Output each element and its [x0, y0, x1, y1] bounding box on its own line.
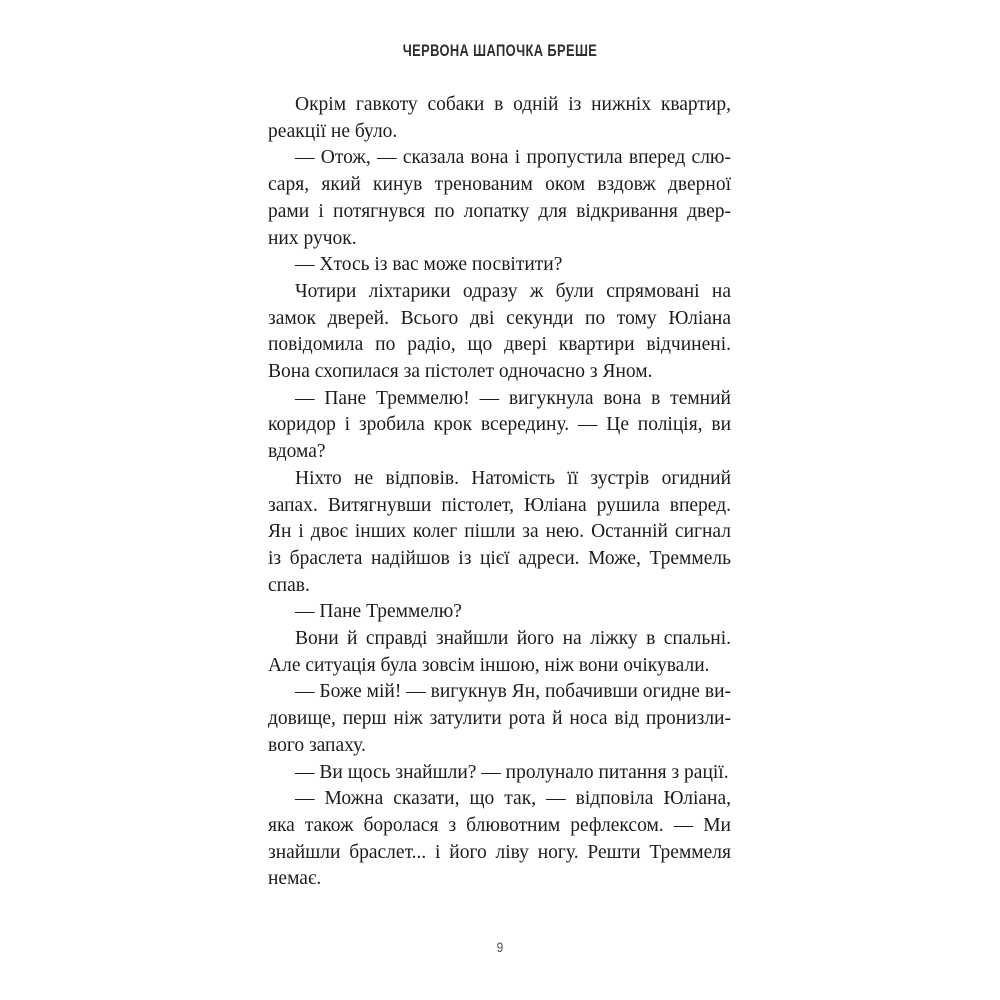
text-line: замок дверей. Всього дві секунди по тому Юліана — [268, 307, 731, 329]
paragraph — [268, 92, 731, 145]
text-line: саря, який кинув тренованим оком вздовж дверної — [268, 174, 731, 196]
text-line: Вона схопилася за пістолет одночасно з Яном. — [268, 361, 653, 383]
text-line: — Пане Треммелю! — вигукнула вона в темний — [295, 387, 731, 409]
paragraph — [268, 252, 731, 279]
text-line: Але ситуація була зовсім іншою, ніж вони очікували. — [268, 654, 710, 676]
page-number: 9 — [496, 939, 504, 955]
text-line: — Ви щось знайшли? — пролунало питання з рації. — [295, 761, 729, 783]
text-line: Ян і двоє інших колег пішли за нею. Останній сигнал — [268, 521, 731, 543]
body-text — [268, 92, 731, 893]
text-line: запах. Витягнувши пістолет, Юліана рушила вперед. — [268, 494, 731, 516]
paragraph — [268, 599, 731, 626]
text-line: — Пане Треммелю? — [295, 601, 462, 623]
text-line: — Можна сказати, що так, — відповіла Юліана, — [295, 788, 731, 810]
text-line: вдома? — [268, 441, 326, 463]
paragraph — [268, 279, 731, 386]
text-line: повідомила по радіо, що двері квартири відчинені. — [268, 334, 731, 356]
text-line: яка також боролася з блювотним рефлексом. — Ми — [268, 814, 731, 836]
text-line: із браслета надійшов із цієї адреси. Може, Треммель — [268, 547, 731, 569]
paragraph — [268, 466, 731, 600]
text-line: — Отож, — сказала вона і пропустила вперед слю- — [295, 147, 731, 169]
text-line: вого запаху. — [268, 734, 366, 756]
paragraph — [268, 386, 731, 466]
text-line: довище, перш ніж затулити рота й носа від пронизли- — [268, 708, 731, 730]
text-line: Ніхто не відповів. Натомість її зустрів огидний — [295, 467, 731, 489]
paragraph — [268, 145, 731, 252]
text-line: Вони й справді знайшли його на ліжку в спальні. — [295, 628, 731, 650]
text-line: знайшли браслет... і його ліву ногу. Решти Треммеля — [268, 841, 731, 863]
text-line: — Хтось із вас може посвітити? — [295, 254, 563, 276]
running-header: ЧЕРВОНА ШАПОЧКА БРЕШЕ — [402, 42, 598, 60]
text-line: них ручок. — [268, 227, 357, 249]
text-line: коридор і зробила крок всередину. — Це поліція, ви — [268, 414, 731, 436]
paragraph — [268, 626, 731, 679]
text-line: Чотири ліхтарики одразу ж були спрямовані на — [295, 280, 731, 302]
text-line: — Боже мій! — вигукнув Ян, побачивши огидне ви- — [295, 681, 731, 703]
text-line: спав. — [268, 574, 310, 596]
paragraph — [268, 679, 731, 759]
text-line: Окрім гавкоту собаки в одній із нижніх квартир, — [295, 94, 731, 115]
paragraph — [268, 760, 731, 787]
text-line: немає. — [268, 868, 322, 890]
text-line: реакції не було. — [268, 120, 398, 142]
text-line: рами і потягнувся по лопатку для відкривання двер- — [268, 200, 731, 222]
paragraph — [268, 786, 731, 893]
